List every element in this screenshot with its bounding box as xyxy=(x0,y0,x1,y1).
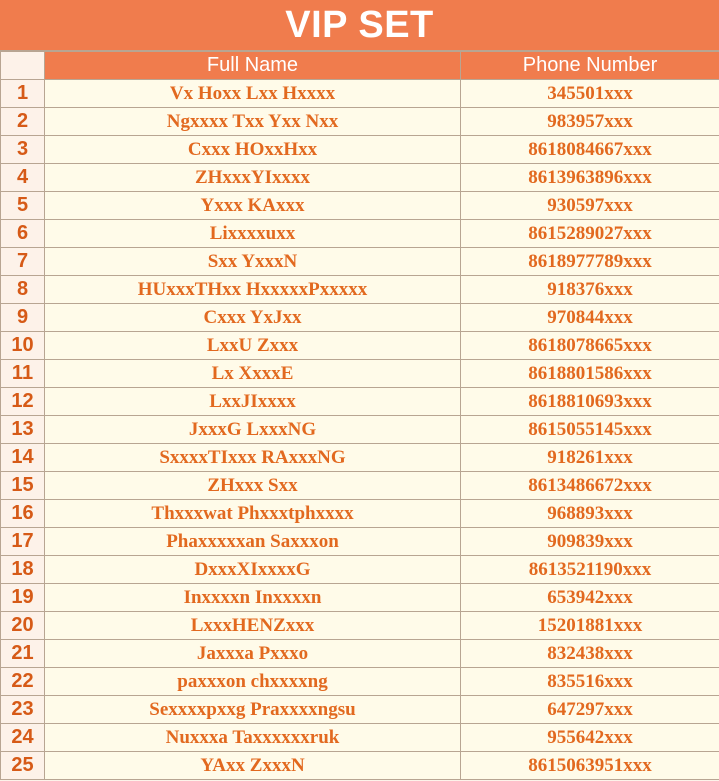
table-row xyxy=(1,612,719,640)
phone-number-cell[interactable]: 909839xxx xyxy=(461,528,719,556)
full-name-cell[interactable]: Lixxxxuxx xyxy=(45,220,461,248)
row-index-cell[interactable]: 12 xyxy=(1,388,45,416)
table-row xyxy=(1,584,719,612)
phone-number-cell[interactable]: 983957xxx xyxy=(461,108,719,136)
full-name-cell[interactable]: JxxxG LxxxNG xyxy=(45,416,461,444)
full-name-cell[interactable]: Nuxxxa Taxxxxxxruk xyxy=(45,724,461,752)
full-name-cell[interactable]: YAxx ZxxxN xyxy=(45,752,461,780)
full-name-cell[interactable]: Phaxxxxxan Saxxxon xyxy=(45,528,461,556)
full-name-cell[interactable]: Cxxx YxJxx xyxy=(45,304,461,332)
phone-number-cell[interactable]: 8618084667xxx xyxy=(461,136,719,164)
table-row xyxy=(1,500,719,528)
phone-number-cell[interactable]: 8615063951xxx xyxy=(461,752,719,780)
table-row xyxy=(1,556,719,584)
phone-number-cell[interactable]: 8618810693xxx xyxy=(461,388,719,416)
full-name-cell[interactable]: LxxU Zxxx xyxy=(45,332,461,360)
table-header xyxy=(1,52,719,80)
table-row xyxy=(1,192,719,220)
full-name-cell[interactable]: SxxxxTIxxx RAxxxNG xyxy=(45,444,461,472)
phone-number-cell[interactable]: 345501xxx xyxy=(461,80,719,108)
phone-number-cell[interactable]: 8613963896xxx xyxy=(461,164,719,192)
row-index-cell[interactable]: 15 xyxy=(1,472,45,500)
full-name-cell[interactable]: Vx Hoxx Lxx Hxxxx xyxy=(45,80,461,108)
row-index-cell[interactable]: 10 xyxy=(1,332,45,360)
full-name-cell[interactable]: LxxxHENZxxx xyxy=(45,612,461,640)
row-index-cell[interactable]: 11 xyxy=(1,360,45,388)
phone-number-cell[interactable]: 653942xxx xyxy=(461,584,719,612)
row-index-cell[interactable]: 7 xyxy=(1,248,45,276)
phone-number-cell[interactable]: 968893xxx xyxy=(461,500,719,528)
full-name-cell[interactable]: Jaxxxa Pxxxo xyxy=(45,640,461,668)
table-row xyxy=(1,360,719,388)
row-index-cell[interactable]: 18 xyxy=(1,556,45,584)
table-row xyxy=(1,444,719,472)
phone-number-cell[interactable]: 832438xxx xyxy=(461,640,719,668)
row-index-cell[interactable]: 19 xyxy=(1,584,45,612)
table-body xyxy=(1,80,719,780)
row-index-cell[interactable]: 17 xyxy=(1,528,45,556)
phone-number-cell[interactable]: 918261xxx xyxy=(461,444,719,472)
table-row xyxy=(1,724,719,752)
vip-table xyxy=(0,51,719,780)
phone-number-cell[interactable]: 930597xxx xyxy=(461,192,719,220)
table-row xyxy=(1,136,719,164)
row-index-cell[interactable]: 8 xyxy=(1,276,45,304)
full-name-column-header[interactable]: Full Name xyxy=(45,52,461,80)
row-index-cell[interactable]: 14 xyxy=(1,444,45,472)
table-row xyxy=(1,696,719,724)
row-index-cell[interactable]: 16 xyxy=(1,500,45,528)
row-index-cell[interactable]: 21 xyxy=(1,640,45,668)
table-row xyxy=(1,304,719,332)
table-row xyxy=(1,276,719,304)
full-name-cell[interactable]: Inxxxxn Inxxxxn xyxy=(45,584,461,612)
table-row xyxy=(1,388,719,416)
table-row xyxy=(1,164,719,192)
row-index-cell[interactable]: 24 xyxy=(1,724,45,752)
full-name-cell[interactable]: Yxxx KAxxx xyxy=(45,192,461,220)
phone-number-cell[interactable]: 8618801586xxx xyxy=(461,360,719,388)
phone-number-cell[interactable]: 8618977789xxx xyxy=(461,248,719,276)
full-name-cell[interactable]: paxxxon chxxxxng xyxy=(45,668,461,696)
full-name-cell[interactable]: HUxxxTHxx HxxxxxPxxxxx xyxy=(45,276,461,304)
full-name-cell[interactable]: Sxx YxxxN xyxy=(45,248,461,276)
phone-number-cell[interactable]: 955642xxx xyxy=(461,724,719,752)
row-index-cell[interactable]: 13 xyxy=(1,416,45,444)
table-row xyxy=(1,248,719,276)
table-row xyxy=(1,528,719,556)
row-index-cell[interactable]: 1 xyxy=(1,80,45,108)
table-row xyxy=(1,640,719,668)
row-index-cell[interactable]: 5 xyxy=(1,192,45,220)
phone-number-column-header[interactable]: Phone Number xyxy=(461,52,719,80)
phone-number-cell[interactable]: 918376xxx xyxy=(461,276,719,304)
phone-number-cell[interactable]: 647297xxx xyxy=(461,696,719,724)
row-index-cell[interactable]: 23 xyxy=(1,696,45,724)
full-name-cell[interactable]: ZHxxxYIxxxx xyxy=(45,164,461,192)
table-row xyxy=(1,108,719,136)
phone-number-cell[interactable]: 8615055145xxx xyxy=(461,416,719,444)
row-index-cell[interactable]: 25 xyxy=(1,752,45,780)
table-row xyxy=(1,220,719,248)
phone-number-cell[interactable]: 8613521190xxx xyxy=(461,556,719,584)
row-index-cell[interactable]: 6 xyxy=(1,220,45,248)
phone-number-cell[interactable]: 970844xxx xyxy=(461,304,719,332)
table-row xyxy=(1,416,719,444)
sheet-title: VIP SET xyxy=(0,0,719,51)
full-name-cell[interactable]: Sexxxxpxxg Praxxxxngsu xyxy=(45,696,461,724)
row-index-cell[interactable]: 20 xyxy=(1,612,45,640)
table-row xyxy=(1,668,719,696)
table-row xyxy=(1,472,719,500)
full-name-cell[interactable]: DxxxXIxxxxG xyxy=(45,556,461,584)
phone-number-cell[interactable]: 15201881xxx xyxy=(461,612,719,640)
full-name-cell[interactable]: Cxxx HOxxHxx xyxy=(45,136,461,164)
row-index-cell[interactable]: 22 xyxy=(1,668,45,696)
row-index-cell[interactable]: 9 xyxy=(1,304,45,332)
full-name-cell[interactable]: Lx XxxxE xyxy=(45,360,461,388)
row-index-cell[interactable]: 3 xyxy=(1,136,45,164)
full-name-cell[interactable]: Thxxxwat Phxxxtphxxxx xyxy=(45,500,461,528)
phone-number-cell[interactable]: 8613486672xxx xyxy=(461,472,719,500)
phone-number-cell[interactable]: 835516xxx xyxy=(461,668,719,696)
phone-number-cell[interactable]: 8618078665xxx xyxy=(461,332,719,360)
full-name-cell[interactable]: ZHxxx Sxx xyxy=(45,472,461,500)
table-row xyxy=(1,332,719,360)
index-column-header[interactable] xyxy=(1,52,45,80)
full-name-cell[interactable]: LxxJIxxxx xyxy=(45,388,461,416)
row-index-cell[interactable]: 2 xyxy=(1,108,45,136)
header-row xyxy=(1,52,719,80)
full-name-cell[interactable]: Ngxxxx Txx Yxx Nxx xyxy=(45,108,461,136)
phone-number-cell[interactable]: 8615289027xxx xyxy=(461,220,719,248)
row-index-cell[interactable]: 4 xyxy=(1,164,45,192)
table-row xyxy=(1,752,719,780)
table-row xyxy=(1,80,719,108)
